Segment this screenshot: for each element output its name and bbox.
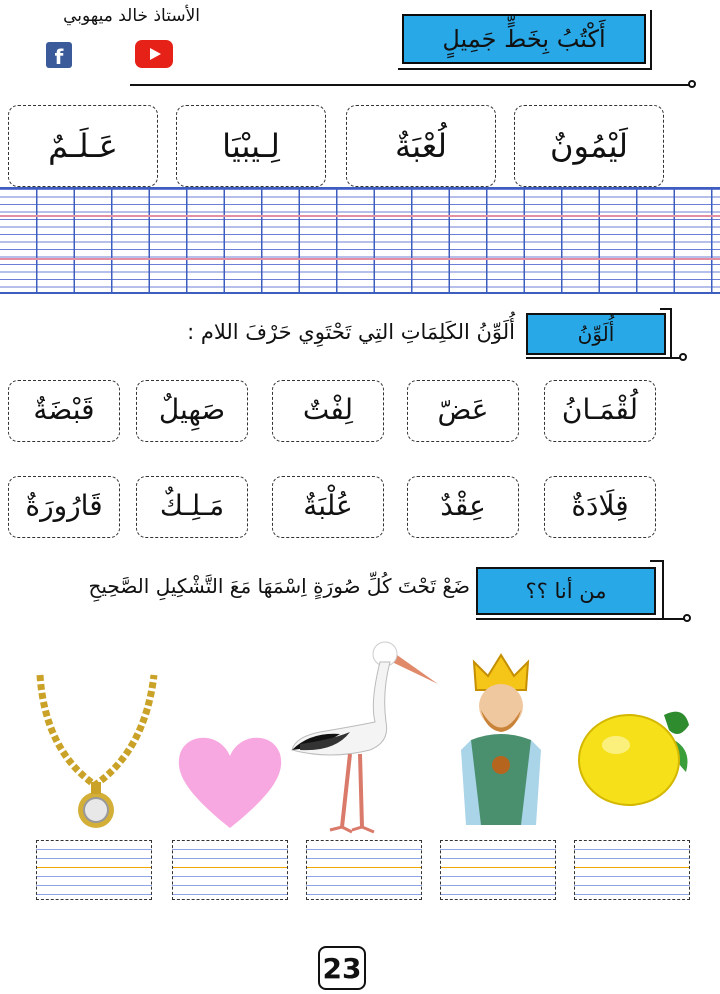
color-word-box[interactable]: قَبْضَةٌ: [8, 380, 120, 442]
answer-lines[interactable]: [574, 840, 690, 900]
youtube-icon[interactable]: [135, 40, 173, 68]
grid-guide-line: [0, 215, 720, 217]
color-word-box[interactable]: مَـلِـكٌ: [136, 476, 248, 538]
color-word-box[interactable]: عُلْبَةٌ: [272, 476, 384, 538]
color-word-box[interactable]: قَارُورَةٌ: [8, 476, 120, 538]
banner-fold: [650, 560, 664, 618]
page-number: 23: [318, 946, 366, 990]
section1-title: أَكْتُبُ بِخَطٍّ جَمِيلٍ: [402, 14, 646, 64]
grid-guide-line: [0, 258, 720, 260]
lemon-image: [574, 700, 694, 810]
divider-line: [476, 618, 686, 620]
word-box: لُعْبَةٌ: [346, 105, 496, 187]
word-box: عَـلَـمٌ: [8, 105, 158, 187]
king-image: [456, 650, 546, 830]
section2-banner: أُلَوِّنُ: [526, 313, 666, 355]
color-word-box[interactable]: لِفْتٌ: [272, 380, 384, 442]
divider-dot: [688, 80, 696, 88]
answer-lines[interactable]: [306, 840, 422, 900]
divider-dot: [683, 614, 691, 622]
section2-instruction: أُلَوِّنُ الكَلِمَاتِ التِي تَحْتَوِي حَرْفَ اللام :: [187, 320, 515, 344]
word-box: لَيْمُونٌ: [514, 105, 664, 187]
section3-banner: من أنا ؟؟: [476, 567, 656, 615]
necklace-image: [30, 670, 164, 840]
facebook-icon[interactable]: f: [46, 42, 72, 68]
divider-line: [526, 357, 682, 359]
banner-fold: [660, 308, 672, 358]
color-word-box[interactable]: قِلَادَةٌ: [544, 476, 656, 538]
color-word-box[interactable]: عَضّ: [407, 380, 519, 442]
color-word-box[interactable]: لُقْمَـانُ: [544, 380, 656, 442]
heart-image: [175, 732, 285, 830]
section3-instruction: ضَعْ تَحْتَ كُلِّ صُورَةٍ اِسْمَهَا مَعَ التَّشْكِيلِ الصَّحِيحِ: [88, 574, 470, 598]
author-name: الأستاذ خالد ميهوبي: [63, 6, 200, 26]
color-word-box[interactable]: صَهِيلٌ: [136, 380, 248, 442]
divider-dot: [679, 353, 687, 361]
divider-line: [130, 84, 692, 86]
stork-image: [290, 632, 440, 837]
word-box: لِـيبْيَا: [176, 105, 326, 187]
color-word-box[interactable]: عِقْدٌ: [407, 476, 519, 538]
answer-lines[interactable]: [36, 840, 152, 900]
writing-grid[interactable]: [0, 187, 720, 294]
answer-lines[interactable]: [172, 840, 288, 900]
answer-lines[interactable]: [440, 840, 556, 900]
